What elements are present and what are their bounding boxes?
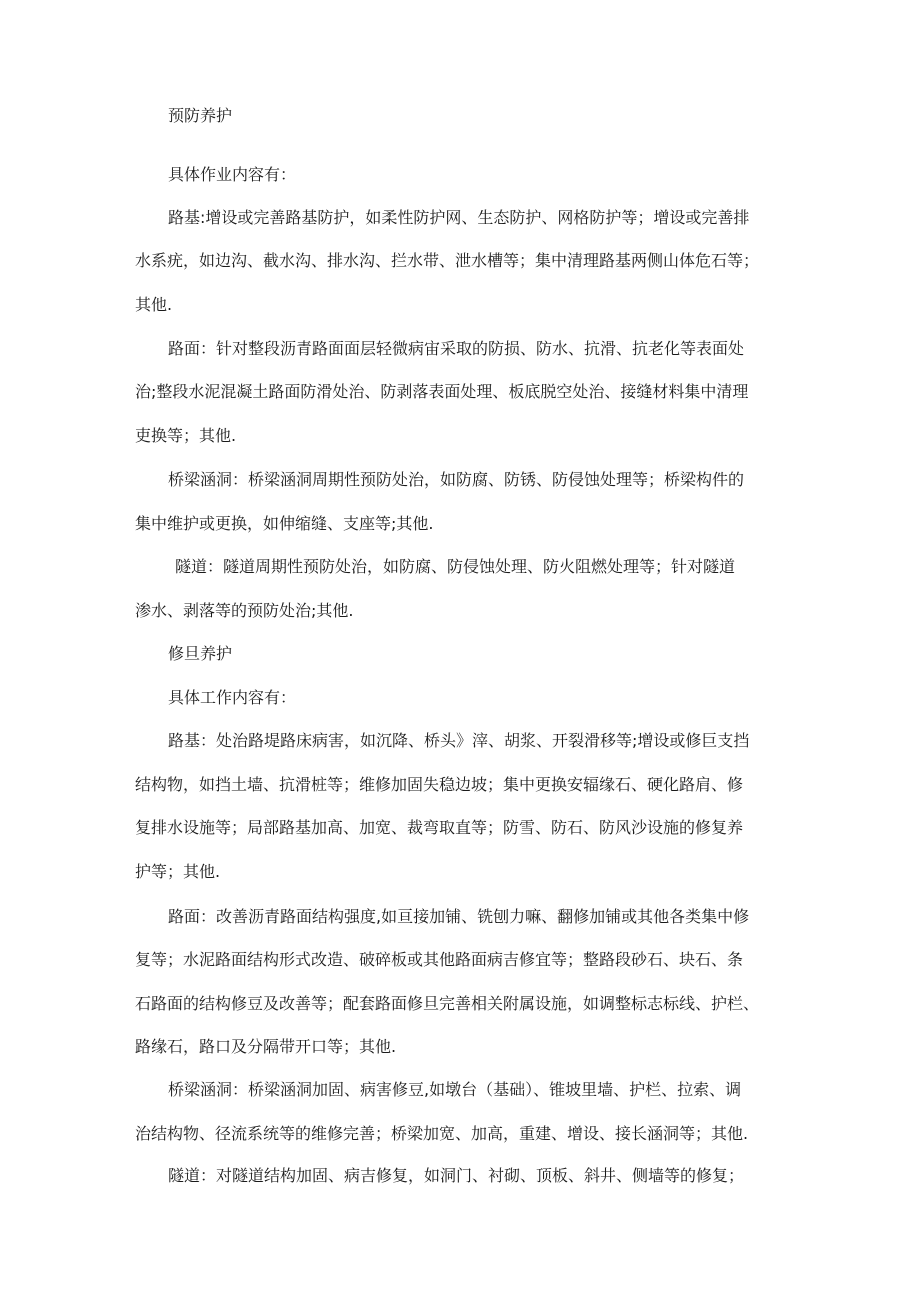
text-line: 治;整段水泥混凝土路面防滑处治、防剥落表面处理、板底脱空处治、接缝材料集中清理	[135, 382, 749, 401]
text-line: 路缘石，路口及分隔带开口等；其他.	[135, 1037, 397, 1056]
text-line: 桥梁涵洞：桥梁涵洞周期性预防处治，如防腐、防锈、防侵蚀处理等；桥梁构件的	[168, 470, 745, 489]
text-line: 路基：处治路堤路床病害，如沉降、桥头》滓、胡浆、开裂滑移等;增设或修巨支挡	[168, 731, 750, 750]
text-line: 复排水设施等；局部路基加高、加宽、裁弯取直等；防雪、防石、防风沙设施的修复养	[135, 818, 744, 837]
text-line: 路面：改善沥青路面结构强度,如亘接加铺、铣刨力嘛、翻修加铺或其他各类集中修	[168, 907, 750, 926]
text-line: 水系疣，如边沟、截水沟、排水沟、拦水带、泄水槽等；集中清理路基两侧山体危石等；	[135, 251, 760, 270]
text-line: 护等；其他.	[135, 862, 221, 881]
text-line: 路基:增设或完善路基防护，如柔性防护网、生态防护、网格防护等；增设或完善排	[168, 208, 750, 227]
text-line: 隧道：对隧道结构加固、病吉修复，如洞门、衬砌、顶板、斜井、侧墙等的修复；	[168, 1166, 745, 1185]
text-line: 具体工作内容有：	[168, 688, 297, 707]
text-line: 具体作业内容有：	[168, 165, 297, 184]
text-line: 渗水、剥落等的预防处治;其他.	[135, 601, 354, 620]
text-line: 吏换等；其他.	[135, 426, 237, 445]
text-line: 复等；水泥路面结构形式改造、破碎板或其他路面病吉修宜等；整路段砂石、块石、条	[135, 950, 744, 969]
heading-preventive-maintenance: 预防养护	[168, 106, 233, 125]
text-line: 其他.	[135, 295, 173, 314]
text-line: 路面：针对整段沥青路面面层轻微病宙采取的防损、防水、抗滑、抗老化等表面处	[168, 339, 745, 358]
text-line: 集中维护或更换，如伸缩缝、支座等;其他.	[135, 514, 434, 533]
text-line: 桥梁涵洞：桥梁涵洞加固、病害修豆,如墩台（基础）、锥坡里墙、护栏、拉索、调	[168, 1080, 742, 1099]
text-line: 隧道：隧道周期性预防处治，如防腐、防侵蚀处理、防火阻燃处理等；针对隧道	[175, 557, 736, 576]
text-line: 治结构物、径流系统等的维修完善；桥梁加宽、加高，重建、增设、接长涵洞等；其他.	[135, 1124, 749, 1143]
heading-repair-maintenance: 修旦养护	[168, 644, 233, 663]
text-line: 石路面的结构修豆及改善等；配套路面修旦完善相关附属设施，如调整标志标线、护栏、	[135, 994, 760, 1013]
text-line: 结构物，如挡土墙、抗滑桩等；维修加固失稳边坡；集中更换安辐缘石、硬化路肩、修	[135, 775, 744, 794]
